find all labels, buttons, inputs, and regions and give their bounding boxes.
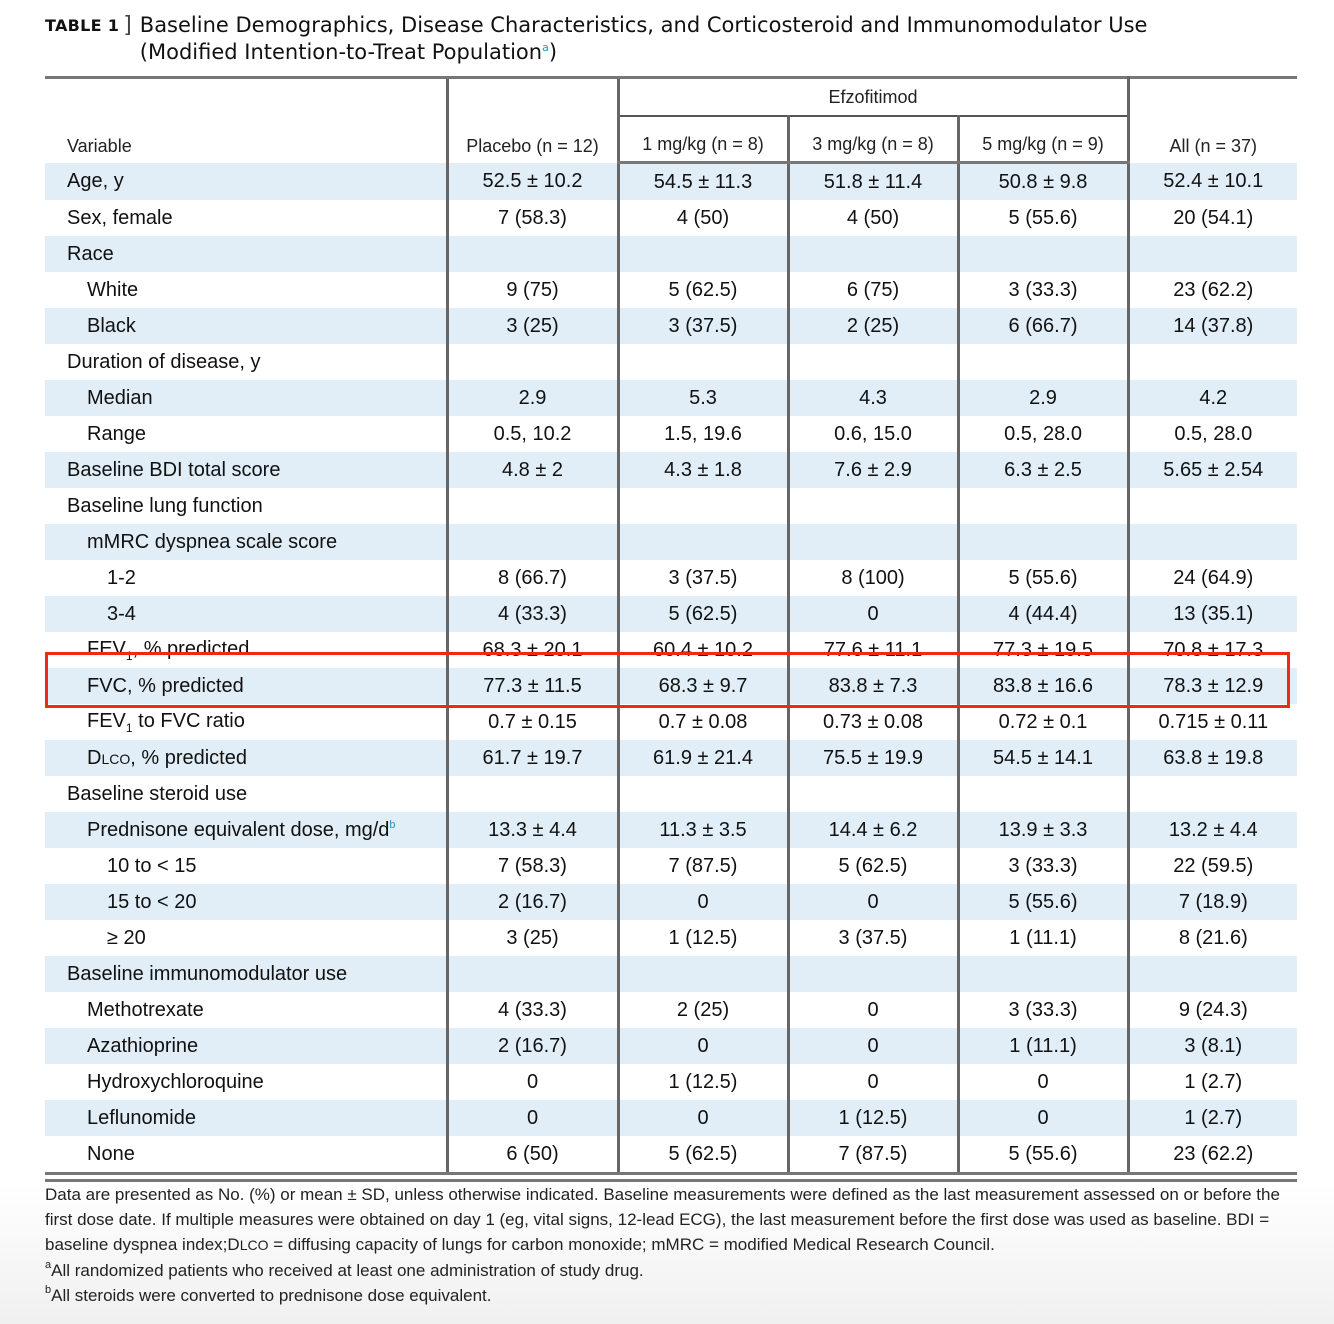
cell-value	[958, 488, 1128, 524]
cell-value: 6 (66.7)	[958, 308, 1128, 344]
cell-value: 54.5 ± 11.3	[618, 163, 788, 201]
table-row	[45, 1136, 1297, 1172]
title-line-2-end: )	[548, 40, 558, 64]
row-label	[45, 992, 447, 1028]
cell-value: 1 (11.1)	[958, 920, 1128, 956]
header-all: All (n = 37)	[1128, 78, 1297, 163]
row-label-rest: , % predicted	[130, 746, 247, 769]
footnote-a-text: All randomized patients who received at least one administration of study drug.	[51, 1261, 644, 1280]
table-row	[45, 524, 1297, 560]
header-5mgkg: 5 mg/kg (n = 9)	[958, 116, 1128, 163]
row-label-text: FVC, % predicted	[87, 674, 244, 697]
cell-value: 77.6 ± 11.1	[788, 632, 958, 668]
cell-value: 4.3	[788, 380, 958, 416]
cell-value: 7 (58.3)	[447, 848, 618, 884]
cell-value	[447, 776, 618, 812]
cell-value	[788, 776, 958, 812]
cell-value: 0	[788, 992, 958, 1028]
header-variable: Variable	[45, 78, 447, 163]
row-label-text: None	[87, 1142, 135, 1165]
cell-value: 24 (64.9)	[1173, 566, 1254, 589]
title-line-1: Baseline Demographics, Disease Characteristics, and Corticosteroid and Immunomodulator Use	[139, 13, 1148, 37]
row-label-text: Baseline steroid use	[67, 782, 248, 805]
cell-value: 13.2 ± 4.4	[1128, 812, 1297, 848]
cell-value	[447, 956, 618, 992]
cell-value	[447, 344, 618, 380]
row-label	[45, 380, 447, 416]
table-row	[45, 776, 1297, 812]
cell-value: 70.8 ± 17.3	[1163, 638, 1264, 661]
row-label-rest: to FVC ratio	[132, 709, 245, 732]
cell-value: 77.3 ± 19.5	[958, 632, 1128, 668]
cell-value: 8 (100)	[788, 560, 958, 596]
row-label-text: Azathioprine	[87, 1034, 199, 1057]
cell-value: 0	[788, 1028, 958, 1064]
cell-value: 5.3	[618, 380, 788, 416]
cell-value: 1.5, 19.6	[618, 416, 788, 452]
cell-value: 0.5, 28.0	[1174, 422, 1253, 445]
row-label	[45, 776, 447, 812]
row-label	[45, 163, 447, 201]
row-label	[45, 848, 447, 884]
cell-value	[1128, 236, 1297, 272]
cell-value	[618, 236, 788, 272]
bracket-icon: ]	[123, 13, 132, 38]
row-label	[45, 236, 447, 272]
cell-value	[958, 344, 1128, 380]
table-row	[45, 488, 1297, 524]
cell-value	[788, 344, 958, 380]
cell-value	[618, 776, 788, 812]
cell-value: 6.3 ± 2.5	[958, 452, 1128, 488]
row-label-text: Baseline BDI total score	[67, 458, 281, 481]
cell-value: 22 (59.5)	[1173, 854, 1254, 877]
cell-value: 11.3 ± 3.5	[618, 812, 788, 848]
table-row	[45, 992, 1297, 1028]
cell-value: 13 (35.1)	[1128, 596, 1297, 632]
footnote-main	[0, 1182, 1300, 1258]
cell-value: 9 (75)	[447, 272, 618, 308]
cell-value: 75.5 ± 19.9	[788, 740, 958, 776]
table-row	[45, 956, 1297, 992]
row-label-text: Baseline lung function	[67, 494, 263, 517]
cell-value	[618, 488, 788, 524]
cell-value: 23 (62.2)	[1173, 1142, 1254, 1165]
row-label-text: Sex, female	[67, 206, 173, 229]
row-label-text: Duration of disease, y	[67, 350, 261, 373]
table-title	[45, 12, 1305, 66]
row-label	[45, 560, 447, 596]
row-label-text: Hydroxychloroquine	[87, 1070, 264, 1093]
cell-value: 7 (87.5)	[788, 1136, 958, 1172]
cell-value: 4.3 ± 1.8	[618, 452, 788, 488]
row-label	[45, 596, 447, 632]
cell-value: 83.8 ± 16.6	[958, 668, 1128, 704]
cell-value	[1128, 776, 1297, 812]
row-label	[45, 344, 447, 380]
cell-value: 0.7 ± 0.08	[618, 704, 788, 740]
cell-value: 5 (55.6)	[958, 560, 1128, 596]
footnote-dlco-lco: LCO	[239, 1237, 269, 1253]
cell-value: 50.8 ± 9.8	[958, 163, 1128, 201]
row-label-text: Black	[87, 314, 136, 337]
row-label	[45, 524, 447, 560]
footnote-dlco-d: D	[227, 1235, 240, 1254]
row-label-smallcaps: LCO	[101, 750, 131, 767]
row-label-text: Range	[87, 422, 146, 445]
cell-value: 9 (24.3)	[1178, 998, 1248, 1021]
cell-value: 51.8 ± 11.4	[788, 163, 958, 201]
cell-value: 1 (12.5)	[788, 1100, 958, 1136]
cell-value: 4.8 ± 2	[447, 452, 618, 488]
cell-value: 0	[958, 1100, 1128, 1136]
row-label-text: Age, y	[67, 169, 124, 192]
cell-value: 0	[618, 1028, 788, 1064]
cell-value	[958, 524, 1128, 560]
cell-value: 20 (54.1)	[1173, 206, 1254, 229]
row-label-text: 3-4	[107, 602, 136, 625]
cell-value: 3 (33.3)	[958, 992, 1128, 1028]
cell-value: 4 (50)	[788, 200, 958, 236]
cell-value: 5 (62.5)	[618, 272, 788, 308]
cell-value: 0.73 ± 0.08	[788, 704, 958, 740]
cell-value: 13.3 ± 4.4	[447, 812, 618, 848]
cell-value	[958, 956, 1128, 992]
data-table	[45, 76, 1297, 1182]
table-row	[45, 668, 1297, 704]
table-row	[45, 1064, 1297, 1100]
cell-value	[447, 488, 618, 524]
header-3mgkg: 3 mg/kg (n = 8)	[788, 116, 958, 163]
cell-value: 4 (33.3)	[447, 992, 618, 1028]
table-row	[45, 380, 1297, 416]
footnote-a-mark: a	[45, 1259, 52, 1271]
header-1mgkg: 1 mg/kg (n = 8)	[618, 116, 788, 163]
cell-value: 1 (2.7)	[1128, 1100, 1297, 1136]
title-line-2	[140, 39, 1148, 66]
cell-value: 52.4 ± 10.1	[1128, 163, 1297, 201]
footnote-b-mark: b	[45, 1284, 52, 1296]
cell-value: 2 (16.7)	[447, 884, 618, 920]
row-label-text: Leflunomide	[87, 1106, 196, 1129]
cell-value: 68.3 ± 20.1	[447, 632, 618, 668]
table-row	[45, 272, 1297, 308]
cell-value: 5 (55.6)	[958, 884, 1128, 920]
header-group-efzofitimod: Efzofitimod	[618, 78, 1128, 117]
cell-value	[447, 524, 618, 560]
cell-value: 7 (18.9)	[1128, 884, 1297, 920]
table-row	[45, 1028, 1297, 1064]
cell-value	[788, 956, 958, 992]
table-bottom-rule	[45, 1172, 1297, 1182]
footnote-main-text-2: = diffusing capacity of lungs for carbon monoxide; mMRC = modified Medical Research Council.	[268, 1235, 995, 1254]
footnote-b-text: All steroids were converted to prednisone dose equivalent.	[51, 1286, 492, 1305]
cell-value: 2.9	[447, 380, 618, 416]
cell-value: 61.9 ± 21.4	[618, 740, 788, 776]
cell-value: 4.2	[1128, 380, 1297, 416]
table-row	[45, 812, 1297, 848]
cell-value: 8 (66.7)	[447, 560, 618, 596]
cell-value: 2.9	[958, 380, 1128, 416]
cell-value: 13.9 ± 3.3	[958, 812, 1128, 848]
cell-value: 0	[788, 1064, 958, 1100]
title-line-2-text: (Modified Intention-to-Treat Population	[139, 40, 543, 64]
cell-value: 54.5 ± 14.1	[958, 740, 1128, 776]
cell-value: 5 (62.5)	[788, 848, 958, 884]
row-label-text: FEV	[87, 709, 126, 732]
cell-value	[618, 956, 788, 992]
cell-value: 7 (58.3)	[447, 200, 618, 236]
cell-value: 1 (2.7)	[1184, 1070, 1243, 1093]
row-label	[45, 740, 447, 776]
cell-value: 0	[447, 1100, 618, 1136]
cell-value	[958, 236, 1128, 272]
table-row	[45, 848, 1297, 884]
cell-value: 0.715 ± 0.11	[1158, 710, 1269, 733]
cell-value: 77.3 ± 11.5	[447, 668, 618, 704]
header-placebo: Placebo (n = 12)	[447, 78, 618, 163]
row-label-text: 1-2	[107, 566, 136, 589]
row-label	[45, 1064, 447, 1100]
row-label	[45, 884, 447, 920]
row-label	[45, 200, 447, 236]
cell-value	[1128, 956, 1297, 992]
row-label-text: Prednisone equivalent dose, mg/d	[87, 818, 390, 841]
table-row	[45, 920, 1297, 956]
footnote-a	[0, 1258, 1300, 1283]
footnote-ref-a: a	[542, 41, 549, 54]
cell-value: 3 (8.1)	[1128, 1028, 1297, 1064]
table-row	[45, 308, 1297, 344]
cell-value: 0	[618, 1100, 788, 1136]
row-label	[45, 920, 447, 956]
row-label	[45, 632, 447, 668]
cell-value: 14.4 ± 6.2	[788, 812, 958, 848]
cell-value: 1 (11.1)	[958, 1028, 1128, 1064]
cell-value: 7 (87.5)	[618, 848, 788, 884]
cell-value: 0.5, 28.0	[958, 416, 1128, 452]
cell-value: 5 (55.6)	[958, 200, 1128, 236]
table-row	[45, 560, 1297, 596]
cell-value	[958, 776, 1128, 812]
footnote-ref-b: b	[389, 818, 396, 831]
cell-value: 78.3 ± 12.9	[1128, 668, 1297, 704]
table-row	[45, 200, 1297, 236]
cell-value: 3 (37.5)	[618, 308, 788, 344]
cell-value: 4 (33.3)	[447, 596, 618, 632]
cell-value: 6 (75)	[788, 272, 958, 308]
row-label	[45, 812, 447, 848]
row-label-text: 15 to < 20	[107, 890, 197, 913]
cell-value: 2 (25)	[618, 992, 788, 1028]
cell-value: 5 (55.6)	[958, 1136, 1128, 1172]
row-label-text: mMRC dyspnea scale score	[87, 530, 338, 553]
row-label	[45, 272, 447, 308]
table-row	[45, 344, 1297, 380]
table-row	[45, 1100, 1297, 1136]
cell-value	[447, 236, 618, 272]
cell-value: 0	[618, 884, 788, 920]
table-label: TABLE 1	[45, 16, 120, 35]
row-label-text: D	[87, 746, 102, 769]
cell-value	[788, 524, 958, 560]
cell-value: 6 (50)	[447, 1136, 618, 1172]
row-label	[45, 668, 447, 704]
row-label-text: White	[87, 278, 139, 301]
cell-value	[788, 236, 958, 272]
cell-value: 2 (25)	[788, 308, 958, 344]
cell-value: 0	[788, 884, 958, 920]
cell-value	[1128, 524, 1297, 560]
cell-value	[788, 488, 958, 524]
cell-value: 3 (25)	[447, 308, 618, 344]
cell-value: 68.3 ± 9.7	[618, 668, 788, 704]
cell-value: 0.6, 15.0	[788, 416, 958, 452]
cell-value	[618, 524, 788, 560]
row-label	[45, 956, 447, 992]
cell-value: 3 (33.3)	[958, 848, 1128, 884]
cell-value: 4 (44.4)	[958, 596, 1128, 632]
cell-value: 0.72 ± 0.1	[958, 704, 1128, 740]
cell-value: 61.7 ± 19.7	[447, 740, 618, 776]
cell-value: 0	[447, 1064, 618, 1100]
cell-value	[1128, 488, 1297, 524]
cell-value: 1 (12.5)	[618, 1064, 788, 1100]
cell-value: 23 (62.2)	[1173, 278, 1254, 301]
cell-value: 0.7 ± 0.15	[447, 704, 618, 740]
row-label-text: 10 to < 15	[107, 854, 197, 877]
row-label-text: Race	[67, 242, 114, 265]
row-label	[45, 704, 447, 740]
cell-value: 0.5, 10.2	[447, 416, 618, 452]
cell-value	[1128, 344, 1297, 380]
cell-value: 3 (37.5)	[618, 560, 788, 596]
cell-value: 52.5 ± 10.2	[447, 163, 618, 201]
cell-value: 3 (25)	[447, 920, 618, 956]
table-row	[45, 884, 1297, 920]
row-label-text: Median	[87, 386, 153, 409]
row-label	[45, 308, 447, 344]
cell-value: 14 (37.8)	[1128, 308, 1297, 344]
cell-value: 7.6 ± 2.9	[788, 452, 958, 488]
row-label	[45, 452, 447, 488]
cell-value	[618, 344, 788, 380]
cell-value: 60.4 ± 10.2	[618, 632, 788, 668]
cell-value: 5.65 ± 2.54	[1128, 452, 1297, 488]
cell-value: 2 (16.7)	[447, 1028, 618, 1064]
cell-value: 3 (37.5)	[788, 920, 958, 956]
footnote-main-text: Data are presented as No. (%) or mean ± SD, unless otherwise indicated. Baseline measurements were defined as the last measurement assessed on or before the first dose date. If multiple measures were obtained on day 1 (eg, vital signs, 12-lead ECG), the last measurement before the first dose was used as baseline. BDI = baseline dyspnea index;	[45, 1185, 1280, 1254]
row-label-text: Methotrexate	[87, 998, 204, 1021]
cell-value: 8 (21.6)	[1178, 926, 1248, 949]
cell-value: 63.8 ± 19.8	[1128, 740, 1297, 776]
table-row	[45, 452, 1297, 488]
cell-value: 3 (33.3)	[958, 272, 1128, 308]
row-label	[45, 416, 447, 452]
table-row	[45, 416, 1297, 452]
row-label	[45, 1136, 447, 1172]
table-row	[45, 596, 1297, 632]
cell-value: 0	[788, 596, 958, 632]
cell-value: 1 (12.5)	[618, 920, 788, 956]
table-row	[45, 163, 1297, 201]
row-label-text: ≥ 20	[107, 926, 146, 949]
row-label	[45, 488, 447, 524]
footnote-b	[0, 1283, 1300, 1308]
table-row	[45, 632, 1297, 668]
cell-value: 4 (50)	[618, 200, 788, 236]
row-label-subscript: 1	[125, 648, 133, 663]
row-label-text: Baseline immunomodulator use	[67, 962, 348, 985]
row-label-text: FEV	[87, 637, 126, 660]
row-label-rest: , % predicted	[132, 637, 250, 660]
table-row	[45, 236, 1297, 272]
title-lines	[140, 12, 1148, 66]
cell-value: 0	[958, 1064, 1128, 1100]
table-footnotes	[0, 1182, 1334, 1324]
table-row	[45, 740, 1297, 776]
cell-value: 5 (62.5)	[618, 1136, 788, 1172]
table-row	[45, 704, 1297, 740]
cell-value: 5 (62.5)	[618, 596, 788, 632]
row-label	[45, 1028, 447, 1064]
row-label-subscript: 1	[125, 720, 133, 735]
cell-value: 83.8 ± 7.3	[788, 668, 958, 704]
row-label	[45, 1100, 447, 1136]
